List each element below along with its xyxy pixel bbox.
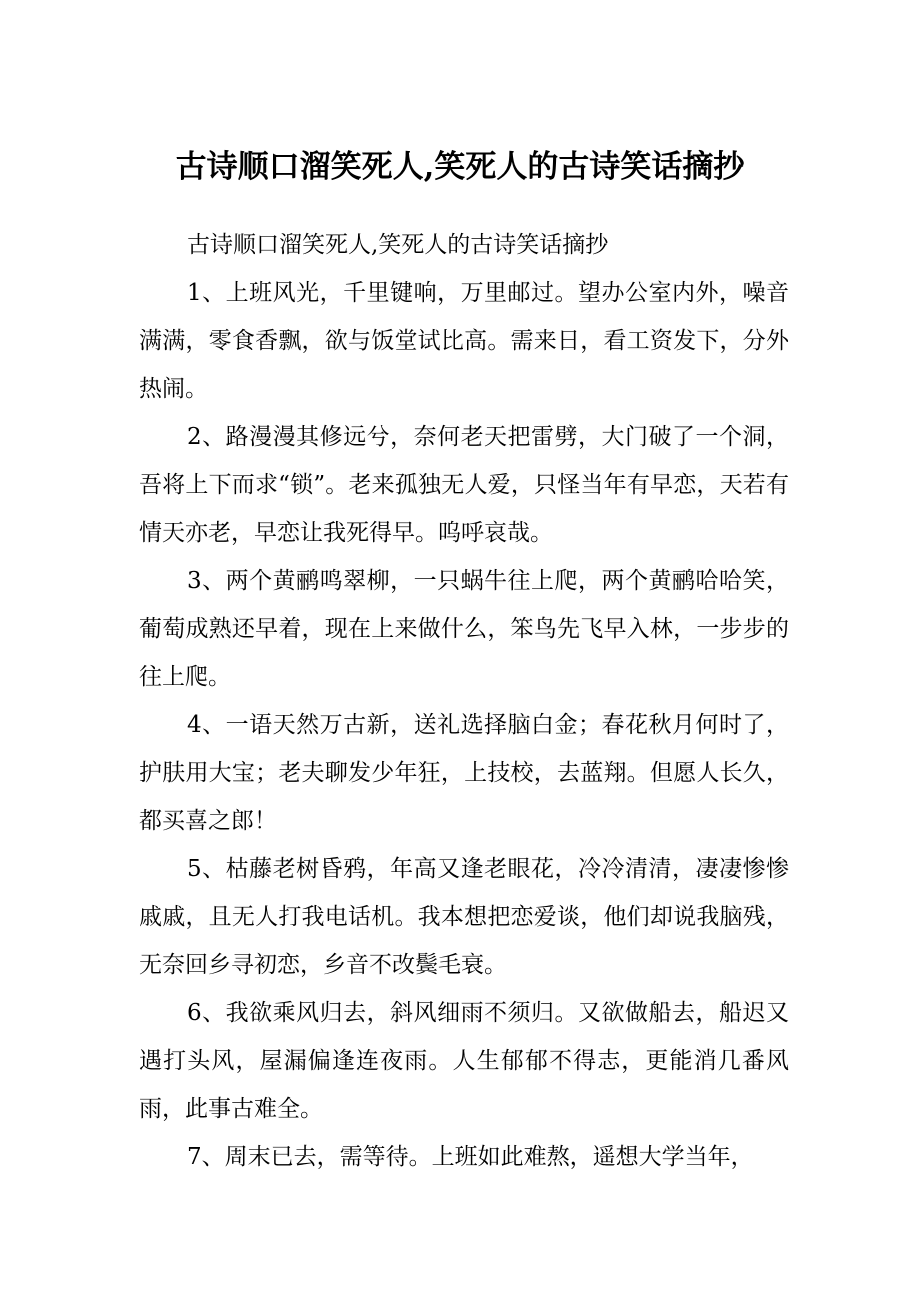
document-body	[139, 221, 789, 1181]
paragraph-7: 7、周末已去，需等待。上班如此难熬，遥想大学当年，	[187, 1144, 754, 1170]
document-subtitle: 古诗顺口溜笑死人,笑死人的古诗笑话摘抄	[187, 232, 609, 258]
paragraph-6: 6、我欲乘风归去，斜风细雨不须归。又欲做船去，船迟又遇打头风，屋漏偏逢连夜雨。人生郁郁不得志，更能消几番风雨，此事古难全。	[139, 1000, 789, 1122]
paragraph-4: 4、一语天然万古新，送礼选择脑白金；春花秋月何时了，护肤用大宝；老夫聊发少年狂，上技校，去蓝翔。但愿人长久，都买喜之郎！	[139, 712, 789, 834]
document-title: 古诗顺口溜笑死人,笑死人的古诗笑话摘抄	[175, 149, 745, 185]
paragraph-5: 5、枯藤老树昏鸦，年高又逢老眼花，冷冷清清，凄凄惨惨戚戚，且无人打我电话机。我本想把恋爱谈，他们却说我脑残，无奈回乡寻初恋，乡音不改鬓毛衰。	[139, 856, 789, 978]
paragraph-2: 2、路漫漫其修远兮，奈何老天把雷劈，大门破了一个洞，吾将上下而求“锁”。老来孤独无人爱，只怪当年有早恋，天若有情天亦老，早恋让我死得早。呜呼哀哉。	[139, 424, 789, 546]
paragraph-3: 3、两个黄鹂鸣翠柳，一只蜗牛往上爬，两个黄鹂哈哈笑，葡萄成熟还早着，现在上来做什么，笨鸟先飞早入林，一步步的往上爬。	[139, 568, 789, 690]
paragraph-1: 1、上班风光，千里键响，万里邮过。望办公室内外，噪音满满，零食香飘，欲与饭堂试比高。需来日，看工资发下，分外热闹。	[139, 280, 789, 402]
